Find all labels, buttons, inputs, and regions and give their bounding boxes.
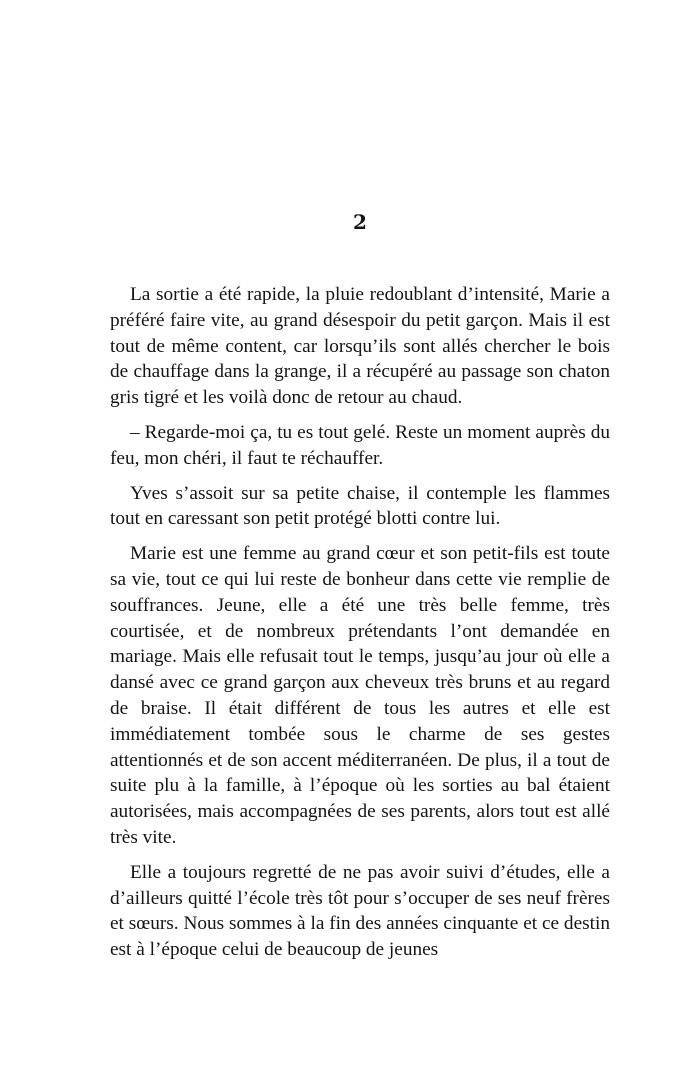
chapter-text	[110, 282, 610, 972]
paragraph: Marie est une femme au grand cœur et son petit-fils est toute sa vie, tout ce qui lui reste de bonheur dans cette vie remplie de souffrances. Jeune, elle a été une très belle femme, très courtisée, et de nombreux prétendants l’ont demandée en mariage. Mais elle refusait tout le temps, jusqu’au jour où elle a dansé avec ce grand garçon aux cheveux très bruns et au regard de braise. Il était différent de tous les autres et elle est immédiatement tombée sous le charme de ses gestes attentionnés et de son accent méditerranéen. De plus, il a tout de suite plu à la famille, à l’époque où les sorties au bal étaient autorisées, mais accompagnées de ses parents, alors tout est allé très vite.	[110, 543, 610, 848]
paragraph: Yves s’assoit sur sa petite chaise, il contemple les flammes tout en caressant son petit protégé blotti contre lui.	[110, 482, 610, 530]
paragraph: La sortie a été rapide, la pluie redoublant d’intensité, Marie a préféré faire vite, au grand désespoir du petit garçon. Mais il est tout de même content, car lorsqu’ils sont allés chercher le bois de chauffage dans la grange, il a récupéré au passage son chaton gris tigré et les voilà donc de retour au chaud.	[110, 284, 610, 409]
chapter-number: 2	[353, 210, 367, 234]
paragraph: Elle a toujours regretté de ne pas avoir suivi d’études, elle a d’ailleurs quitté l’école très tôt pour s’occuper de ses neuf frères et sœurs. Nous sommes à la fin des années cinquante et ce destin est à l’époque celui de beaucoup de jeunes	[110, 861, 610, 961]
paragraph: – Regarde-moi ça, tu es tout gelé. Reste un moment auprès du feu, mon chéri, il faut te réchauffer.	[110, 421, 610, 469]
